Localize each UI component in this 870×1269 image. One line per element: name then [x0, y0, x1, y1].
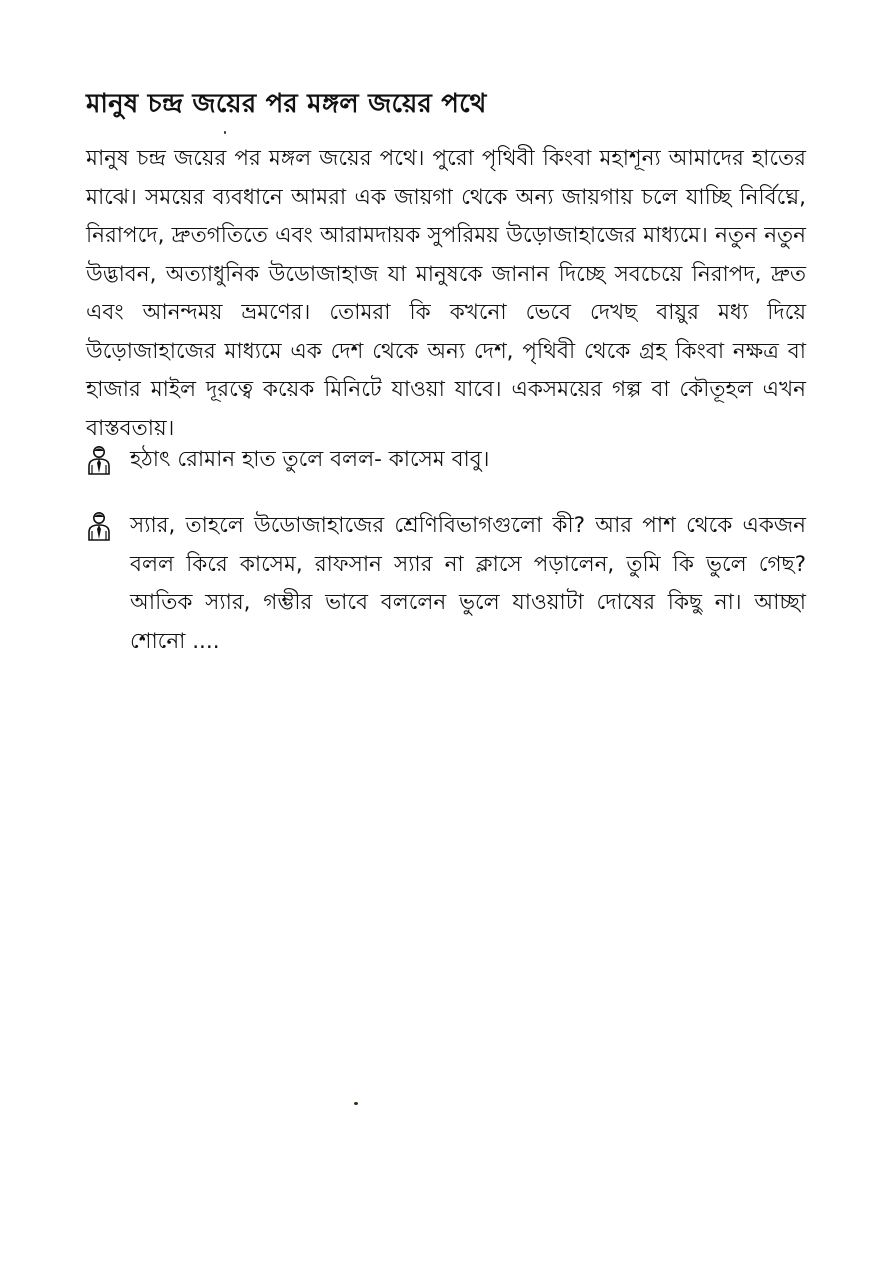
dialog-line-1: [86, 441, 806, 480]
person-icon: [86, 511, 112, 541]
body-paragraph: মানুষ চন্দ্র জয়ের পর মঙ্গল জয়ের পথে। পুরো পৃথিবী কিংবা মহাশূন্য আমাদের হাতের মাঝে। সময়ের ব্যবধানে আমরা এক জায়গা থেকে অন্য জায়গায় চলে যাচ্ছি নির্বিঘ্নে, নিরাপদে, দ্রুতগতিতে এবং আরামদায়ক সুপরিময় উড়োজাহাজের মাধ্যমে। নতুন নতুন উদ্ভাবন, অত্যাধুনিক উডোজাহাজ যা মানুষকে জানান দিচ্ছে সবচেয়ে নিরাপদ, দ্রুত এবং আনন্দময় ভ্রমণের। তোমরা কি কখনো ভেবে দেখছ বায়ুর মধ্য দিয়ে উড়োজাহাজের মাধ্যমে এক দেশ থেকে অন্য দেশ, পৃথিবী থেকে গ্রহ কিংবা নক্ষত্র বা হাজার মাইল দূরত্বে কয়েক মিনিটে যাওয়া যাবে। একসময়ের গল্প বা কৌতূহল এখন বাস্তবতায়।: [86, 146, 806, 441]
page-heading: মানুষ চন্দ্র জয়ের পর মঙ্গল জয়ের পথে: [86, 89, 487, 119]
dialog-text: স্যার, তাহলে উডোজাহাজের শ্রেণিবিভাগগুলো কী? আর পাশ থেকে একজন বলল কিরে কাসেম, রাফসান স্যার না ক্লাসে পড়ালেন, তুমি কি ভুলে গেছ? আতিক স্যার, গম্ভীর ভাবে বললেন ভুলে যাওয়াটা দোষের কিছু না। আচ্ছা শোনো ....: [130, 513, 806, 654]
print-speck: [354, 1102, 358, 1105]
dialog-line-2: [86, 507, 806, 661]
dialog-text: হঠাৎ রোমান হাত তুলে বলল- কাসেম বাবু।: [130, 447, 490, 472]
print-speck: [224, 131, 226, 134]
person-icon: [86, 445, 112, 475]
